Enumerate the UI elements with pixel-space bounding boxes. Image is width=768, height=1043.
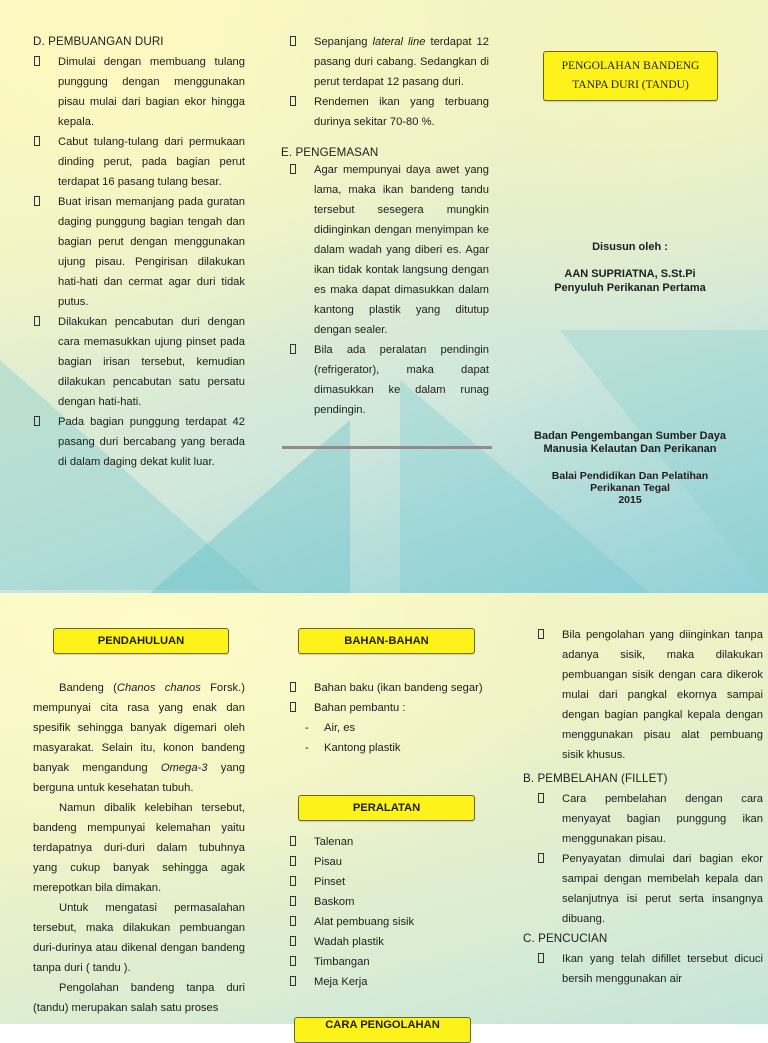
bullet-box-icon <box>290 682 296 692</box>
paragraph: Untuk mengatasi permasalahan tersebut, maka dilakukan pembuangan duri-durinya atau dikenal dengan bandeng tanpa duri ( tandu ). <box>33 902 245 974</box>
section-pengemasan <box>281 32 489 420</box>
paragraph: Bandeng (Chanos chanos Forsk.) mempunyai cita rasa yang enak dan spesifik sehingga banyak digemari oleh masyarakat. Selain itu, konon bandeng banyak mengandung Omega-3 yang berguna untuk kesehatan tubuh. <box>33 682 245 794</box>
year: 2015 <box>618 494 642 506</box>
bullet-box-icon <box>290 344 296 354</box>
section-peralatan <box>289 832 489 992</box>
list-item: Bila ada peralatan pendingin (refrigerator), maka dapat dimasukkan ke dalam runag pendingin. <box>289 340 489 420</box>
bullet-box-icon <box>34 136 40 146</box>
list-item: Bahan baku (ikan bandeng segar) <box>289 678 489 698</box>
list-item: Ikan yang telah difillet tersebut dicuci bersih menggunakan air <box>537 949 763 989</box>
cover-title: TANPA DURI (TANDU) <box>572 79 689 91</box>
list-item: Buat irisan memanjang pada guratan daging punggung bagian tengah dan bagian perut dengan menggunakan ujung pisau. Pengirisan dilakukan hati-hati dan cermat agar duri tidak putus. <box>33 192 245 312</box>
bullet-box-icon <box>290 164 296 174</box>
section-pendahuluan <box>33 678 245 1018</box>
divider <box>282 446 492 449</box>
institution-name: Balai Pendidikan Dan Pelatihan Perikanan Tegal 2015 <box>510 470 750 506</box>
list-item: Timbangan <box>289 952 489 972</box>
heading-box-peralatan: PERALATAN <box>298 795 475 821</box>
list-item: Bila pengolahan yang diinginkan tanpa adanya sisik, maka dilakukan pembuangan sisik dengan cara dikerok mulai dari pangkal ekornya sampai dengan bagian pangkal kepala dengan menggunakan pisau alat pembuang sisik khusus. <box>537 625 763 765</box>
list-item: Cabut tulang-tulang dari permukaan dinding perut, pada bagian perut terdapat 16 pasang tulang besar. <box>33 132 245 192</box>
list-item: Pinset <box>289 872 489 892</box>
bullet-box-icon <box>538 629 544 639</box>
bullet-box-icon <box>290 876 296 886</box>
bullet-box-icon <box>34 196 40 206</box>
bullet-box-icon <box>34 316 40 326</box>
bullet-box-icon <box>290 956 296 966</box>
list-item: Cara pembelahan dengan cara menyayat bagian punggung ikan menggunakan pisau. <box>537 789 763 849</box>
list-item: Dimulai dengan membuang tulang punggung dengan menggunakan pisau mulai dari bagian ekor hingga kepala. <box>33 52 245 132</box>
section-heading: D. PEMBUANGAN DURI <box>33 35 164 48</box>
paragraph: Namun dibalik kelebihan tersebut, bandeng mempunyai kelemahan yaitu terdapatnya duri-duri dalam tubuhnya yang cukup banyak sehingga agak merepotkan bila dimakan. <box>33 802 245 894</box>
list-item: - Air, es <box>305 722 356 734</box>
bullet-box-icon <box>290 976 296 986</box>
bullet-box-icon <box>290 896 296 906</box>
list-item: Meja Kerja <box>289 972 489 992</box>
heading-box-pendahuluan: PENDAHULUAN <box>53 628 229 654</box>
section-sisik-pembelahan <box>523 625 763 989</box>
cover-title: PENGOLAHAN BANDENG <box>561 60 700 72</box>
bullet-box-icon <box>34 56 40 66</box>
list-item: Baskom <box>289 892 489 912</box>
bullet-box-icon <box>290 916 296 926</box>
section-bahan <box>289 678 489 758</box>
decor-shape <box>560 330 768 593</box>
bullet-box-icon <box>290 836 296 846</box>
list-item: Bahan pembantu : <box>289 698 489 718</box>
bullet-box-icon <box>290 36 296 46</box>
list-item: Rendemen ikan yang terbuang durinya sekitar 70-80 %. <box>289 92 489 132</box>
list-item: Pada bagian punggung terdapat 42 pasang duri bercabang yang berada di dalam daging dekat kulit luar. <box>33 412 245 472</box>
compiled-by-label: Disusun oleh : <box>592 241 668 253</box>
bullet-box-icon <box>290 702 296 712</box>
bullet-box-icon <box>538 953 544 963</box>
heading-box-cara-pengolahan: CARA PENGOLAHAN <box>294 1017 471 1043</box>
paragraph: Pengolahan bandeng tanpa duri (tandu) merupakan salah satu proses <box>33 982 245 1014</box>
heading-box-bahan: BAHAN-BAHAN <box>298 628 475 654</box>
bullet-box-icon <box>34 416 40 426</box>
list-item: Wadah plastik <box>289 932 489 952</box>
bullet-box-icon <box>290 96 296 106</box>
list-item: Pisau <box>289 852 489 872</box>
leaflet-inner-panel <box>0 593 768 1031</box>
author-name: AAN SUPRIATNA, S.St.Pi <box>564 268 696 280</box>
list-item: Agar mempunyai daya awet yang lama, maka ikan bandeng tandu tersebut sesegera mungkin didinginkan dengan menyimpan ke dalam wadah yang diberi es. Agar ikan tidak kontak langsung dengan es maka dapat dimasukkan dalam kantong plastik yang ditutup dengan sealer. <box>289 160 489 340</box>
section-heading: C. PENCUCIAN <box>523 932 608 945</box>
agency-name: Badan Pengembangan Sumber Daya Manusia Kelautan Dan Perikanan <box>534 430 726 455</box>
author-role: Penyuluh Perikanan Pertama <box>554 282 706 294</box>
bullet-box-icon <box>538 793 544 803</box>
list-item: Penyayatan dimulai dari bagian ekor sampai dengan membelah kepala dan selanjutnya isi perut serta insangnya dibuang. <box>537 849 763 929</box>
bullet-box-icon <box>290 856 296 866</box>
section-heading: B. PEMBELAHAN (FILLET) <box>523 772 668 785</box>
bullet-box-icon <box>538 853 544 863</box>
cover-title-box <box>543 51 718 101</box>
section-pembuangan-duri <box>33 32 245 472</box>
bullet-box-icon <box>290 936 296 946</box>
list-item: Sepanjang lateral line terdapat 12 pasang duri cabang. Sedangkan di perut terdapat 12 pasang duri. <box>289 32 489 92</box>
section-heading: E. PENGEMASAN <box>281 146 379 159</box>
list-item: Dilakukan pencabutan duri dengan cara memasukkan ujung pinset pada bagian irisan tersebut, kemudian dilakukan pencabutan satu persatu dengan hati-hati. <box>33 312 245 412</box>
list-item: Talenan <box>289 832 489 852</box>
list-item: Alat pembuang sisik <box>289 912 489 932</box>
list-item: - Kantong plastik <box>305 742 401 754</box>
